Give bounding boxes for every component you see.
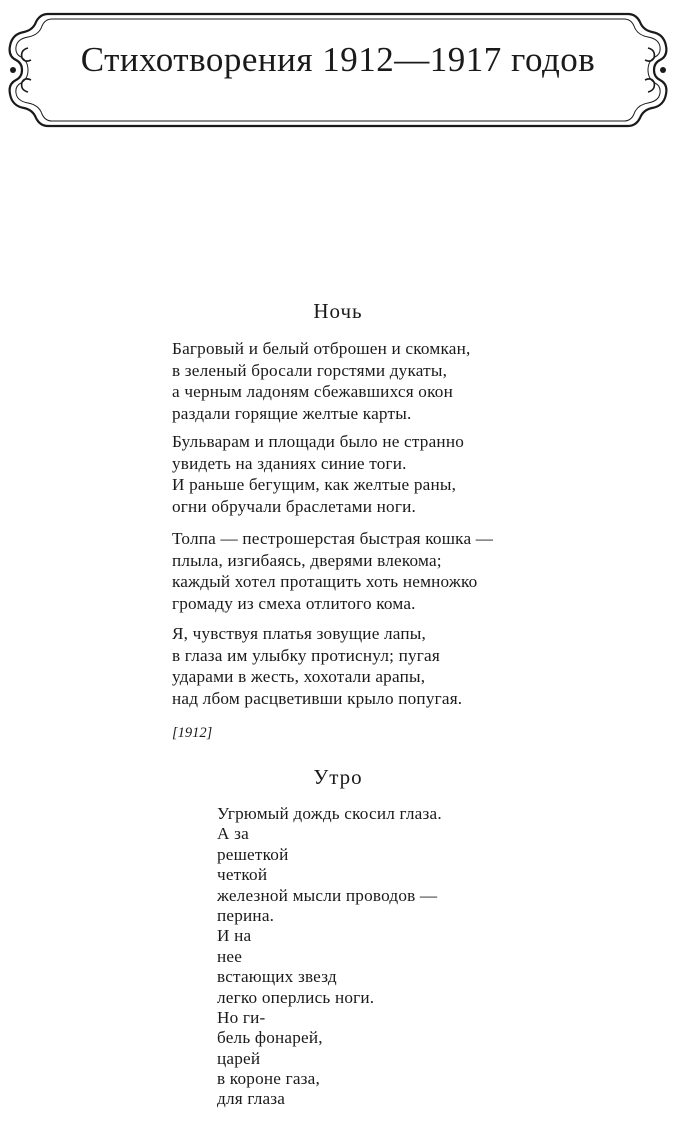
poem-line: громаду из смеха отлитого кома. [172, 593, 416, 613]
poem-line: Угрюмый дождь скосил глаза. [217, 804, 442, 823]
poem-line: в короне газа, [217, 1069, 320, 1089]
poem-date: [1912] [172, 725, 213, 741]
poem-line: легко оперлись ноги. [217, 987, 375, 1007]
poem-line: каждый хотел протащить хоть немножко [172, 572, 478, 591]
poem-line: встающих звезд [217, 967, 337, 987]
poem-line: Бульварам и площади было не странно [172, 432, 465, 451]
poem-line: для глаза [217, 1089, 286, 1109]
poem-line: царей [217, 1048, 261, 1068]
poem-line: решеткой [217, 844, 289, 864]
poem-line: огни обручали браслетами ноги. [172, 496, 416, 516]
poem-line: Но ги- [217, 1007, 266, 1027]
poem-line: железной мысли проводов — [217, 885, 438, 905]
stanza-1 [172, 338, 470, 424]
poem-line: в глаза им улыбку протиснул; пугая [172, 645, 440, 665]
poem-line: нее [217, 946, 243, 966]
poem-line: Толпа — пестрошерстая быстрая кошка — [172, 529, 494, 548]
stanza-3 [172, 528, 493, 614]
poem-line: раздали горящие желтые карты. [172, 403, 412, 423]
poem-line: бель фонарей, [217, 1028, 323, 1048]
poem-line: в зеленый бросали горстями дукаты, [172, 360, 448, 380]
stanza-utro [217, 804, 442, 1110]
poem-line: над лбом расцветивши крыло попугая. [172, 688, 463, 708]
poem-line: И на [217, 926, 252, 946]
poem-line: плыла, изгибаясь, дверями влекома; [172, 550, 442, 570]
stanza-2 [172, 431, 464, 517]
stanza-4 [172, 623, 462, 709]
page-title: Стихотворения 1912—1917 годов [80, 40, 596, 79]
poem-title-utro: Утро [313, 765, 363, 789]
poem-line: перина. [217, 905, 275, 925]
poem-line: Багровый и белый отброшен и скомкан, [172, 339, 471, 358]
poem-line: Я, чувствуя платья зовущие лапы, [172, 624, 427, 643]
poem-title-noch: Ночь [313, 299, 363, 323]
poem-line: И раньше бегущим, как желтые раны, [172, 475, 457, 494]
page-header [0, 0, 676, 130]
poem-line: А за [217, 824, 249, 844]
poem-line: а черным ладоням сбежавшихся окон [172, 382, 453, 401]
poem-line: четкой [217, 865, 268, 885]
poem-line: ударами в жесть, хохотали арапы, [172, 667, 426, 686]
poem-line: увидеть на зданиях синие тоги. [172, 453, 407, 473]
